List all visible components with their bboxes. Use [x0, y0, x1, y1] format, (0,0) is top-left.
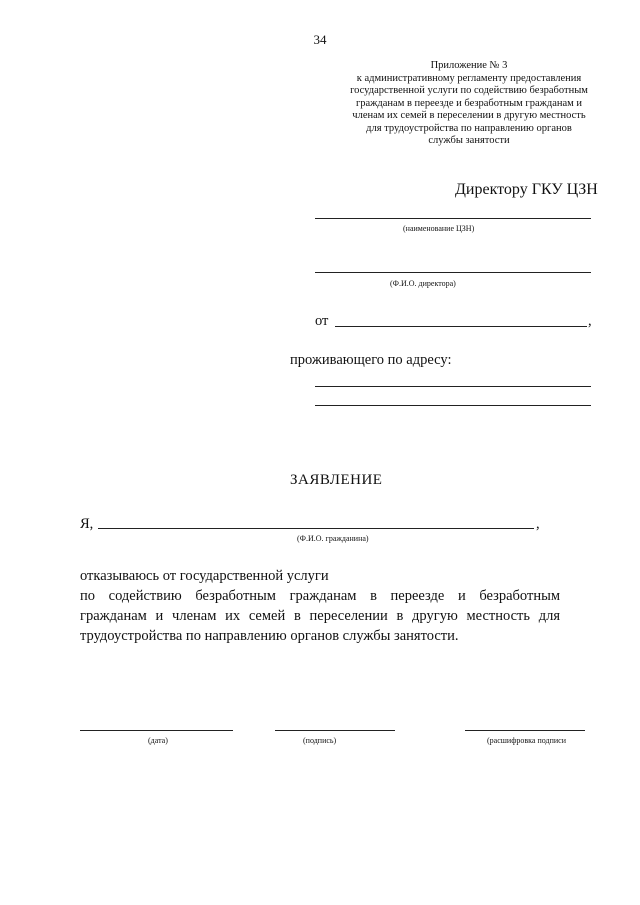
annex-line: государственной услуги по содействию безработным [350, 85, 588, 96]
statement-line: отказываюсь от государственной услуги [80, 568, 329, 584]
address-line-1[interactable] [315, 386, 591, 387]
director-name-line[interactable] [315, 272, 591, 273]
document-title: ЗАЯВЛЕНИЕ [290, 472, 383, 488]
from-label: от [315, 313, 329, 329]
address-line-2[interactable] [315, 405, 591, 406]
org-name-line[interactable] [315, 218, 591, 219]
date-caption: (дата) [148, 736, 168, 745]
decryption-caption: (расшифровка подписи [487, 736, 566, 745]
address-label: проживающего по адресу: [290, 352, 452, 368]
annex-line: службы занятости [428, 135, 510, 146]
annex-line: гражданам в переезде и безработным гражданам и [355, 97, 583, 109]
applicant-prefix: Я, [80, 516, 94, 532]
applicant-suffix: , [536, 516, 540, 532]
annex-title: Приложение № 3 [430, 60, 508, 71]
page-number: 34 [313, 32, 327, 47]
applicant-caption: (Ф.И.О. гражданина) [297, 534, 369, 543]
signature-line[interactable] [275, 730, 395, 731]
org-name-caption: (наименование ЦЗН) [403, 224, 475, 233]
annex-line: членам их семей в переселении в другую местность [352, 110, 586, 121]
annex-line: к административному регламенту предоставления [356, 72, 582, 84]
from-name-line[interactable] [335, 326, 587, 327]
signature-caption: (подпись) [303, 736, 337, 745]
addressee-title: Директору ГКУ ЦЗН [455, 181, 598, 198]
director-name-caption: (Ф.И.О. директора) [390, 279, 456, 288]
annex-line: для трудоустройства по направлению органов [366, 122, 572, 134]
decryption-line[interactable] [465, 730, 585, 731]
annex-block [330, 60, 608, 148]
applicant-name-line[interactable] [98, 528, 534, 529]
statement-paragraph: по содействию безработным гражданам в переезде и безработным гражданам и членам их семей в переселении в другую местность для трудоустройства по направлению органов службы занятости. [80, 588, 560, 644]
date-line[interactable] [80, 730, 233, 731]
from-comma: , [588, 313, 592, 329]
